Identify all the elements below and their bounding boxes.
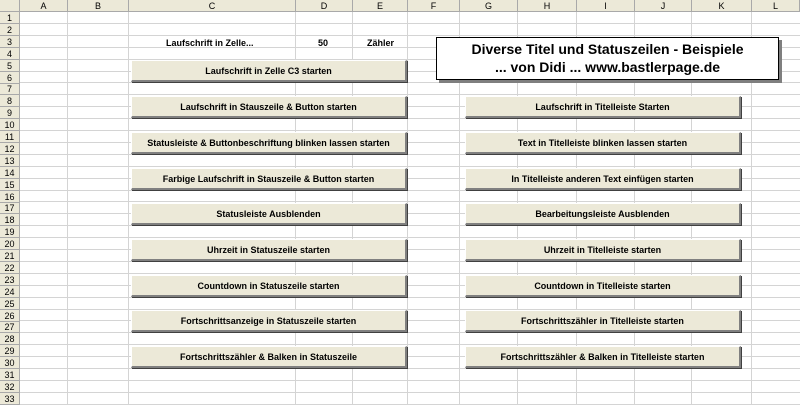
column-header-h[interactable]: H (518, 0, 577, 12)
row-header-25[interactable]: 25 (0, 298, 20, 310)
row-header-32[interactable]: 32 (0, 381, 20, 393)
button-statusleiste-ausblenden[interactable]: Statusleiste Ausblenden (131, 203, 407, 225)
column-header-k[interactable]: K (692, 0, 752, 12)
row-header-26[interactable]: 26 (0, 310, 20, 322)
row-header-23[interactable]: 23 (0, 274, 20, 286)
select-all-corner[interactable] (0, 0, 20, 12)
row-header-1[interactable]: 1 (0, 12, 20, 24)
button-fortschrittsanzeige-statuszeile[interactable]: Fortschrittsanzeige in Statuszeile starten (131, 310, 407, 332)
grid-hline (20, 332, 800, 333)
row-header-12[interactable]: 12 (0, 143, 20, 155)
row-header-5[interactable]: 5 (0, 60, 20, 72)
grid-hline (20, 261, 800, 262)
row-header-15[interactable]: 15 (0, 179, 20, 191)
button-fortschrittszaehler-titelleiste[interactable]: Fortschrittszähler in Titelleiste starten (465, 310, 741, 332)
row-header-3[interactable]: 3 (0, 36, 20, 48)
row-header-28[interactable]: 28 (0, 333, 20, 345)
row-header-6[interactable]: 6 (0, 72, 20, 84)
title-line-2: ... von Didi ... www.bastlerpage.de (494, 59, 721, 75)
row-header-33[interactable]: 33 (0, 393, 20, 405)
cell-c3[interactable]: Laufschrift in Zelle... (166, 38, 254, 48)
row-header-27[interactable]: 27 (0, 321, 20, 333)
row-header-30[interactable]: 30 (0, 357, 20, 369)
column-header-e[interactable]: E (353, 0, 408, 12)
grid-hline (20, 237, 800, 238)
column-header-f[interactable]: F (408, 0, 460, 12)
title-textbox (436, 37, 779, 80)
button-bearbeitungsleiste-ausblenden[interactable]: Bearbeitungsleiste Ausblenden (465, 203, 741, 225)
grid-hline (20, 380, 800, 381)
grid-hline (20, 225, 800, 226)
button-laufschrift-statuszeile[interactable]: Laufschrift in Stauszeile & Button starten (131, 96, 407, 118)
grid-hline (20, 118, 800, 119)
button-countdown-titelleiste[interactable]: Countdown in Titelleiste starten (465, 275, 741, 297)
row-header-19[interactable]: 19 (0, 226, 20, 238)
grid-hline (20, 368, 800, 369)
button-laufschrift-zelle[interactable]: Laufschrift in Zelle C3 starten (131, 60, 407, 82)
row-header-10[interactable]: 10 (0, 119, 20, 131)
row-header-18[interactable]: 18 (0, 214, 20, 226)
row-header-16[interactable]: 16 (0, 191, 20, 203)
row-header-17[interactable]: 17 (0, 202, 20, 214)
row-header-13[interactable]: 13 (0, 155, 20, 167)
row-header-31[interactable]: 31 (0, 369, 20, 381)
grid-hline (20, 35, 800, 36)
grid-hline (20, 166, 800, 167)
button-farbige-laufschrift[interactable]: Farbige Laufschrift in Stauszeile & Button starten (131, 168, 407, 190)
row-header-bar (0, 12, 20, 405)
button-uhrzeit-statuszeile[interactable]: Uhrzeit in Statuszeile starten (131, 239, 407, 261)
cell-e3[interactable]: Zähler (367, 38, 395, 48)
button-titelleiste-text-einfuegen[interactable]: In Titelleiste anderen Text einfügen starten (465, 168, 741, 190)
row-header-20[interactable]: 20 (0, 238, 20, 250)
column-header-b[interactable]: B (68, 0, 129, 12)
row-header-11[interactable]: 11 (0, 131, 20, 143)
row-header-8[interactable]: 8 (0, 95, 20, 107)
title-line-1: Diverse Titel und Statuszeilen - Beispiele (471, 41, 744, 57)
button-statusleiste-blinken[interactable]: Statusleiste & Buttonbeschriftung blinken lassen starten (131, 132, 407, 154)
button-laufschrift-titelleiste[interactable]: Laufschrift in Titelleiste Starten (465, 96, 741, 118)
row-header-9[interactable]: 9 (0, 107, 20, 119)
button-fortschrittszaehler-statuszeile[interactable]: Fortschrittszähler & Balken in Statuszeile (131, 346, 407, 368)
row-header-22[interactable]: 22 (0, 262, 20, 274)
button-fortschrittszaehler-balken-titelleiste[interactable]: Fortschrittszähler & Balken in Titelleiste starten (465, 346, 741, 368)
grid-hline (20, 273, 800, 274)
column-header-bar (0, 0, 800, 12)
column-header-l[interactable]: L (752, 0, 800, 12)
grid-hline (20, 82, 800, 83)
column-header-a[interactable]: A (20, 0, 68, 12)
button-uhrzeit-titelleiste[interactable]: Uhrzeit in Titelleiste starten (465, 239, 741, 261)
column-header-d[interactable]: D (296, 0, 353, 12)
grid-hline (20, 23, 800, 24)
column-header-c[interactable]: C (129, 0, 296, 12)
row-header-2[interactable]: 2 (0, 24, 20, 36)
button-titelleiste-blinken[interactable]: Text in Titelleiste blinken lassen starten (465, 132, 741, 154)
column-header-g[interactable]: G (460, 0, 518, 12)
grid-hline (20, 392, 800, 393)
row-header-24[interactable]: 24 (0, 286, 20, 298)
row-header-7[interactable]: 7 (0, 83, 20, 95)
row-header-14[interactable]: 14 (0, 167, 20, 179)
column-header-j[interactable]: J (635, 0, 692, 12)
column-header-i[interactable]: I (577, 0, 635, 12)
row-header-21[interactable]: 21 (0, 250, 20, 262)
row-header-29[interactable]: 29 (0, 345, 20, 357)
cell-d3[interactable]: 50 (318, 38, 329, 48)
grid-hline (20, 130, 800, 131)
button-countdown-statuszeile[interactable]: Countdown in Statuszeile starten (131, 275, 407, 297)
row-header-4[interactable]: 4 (0, 48, 20, 60)
